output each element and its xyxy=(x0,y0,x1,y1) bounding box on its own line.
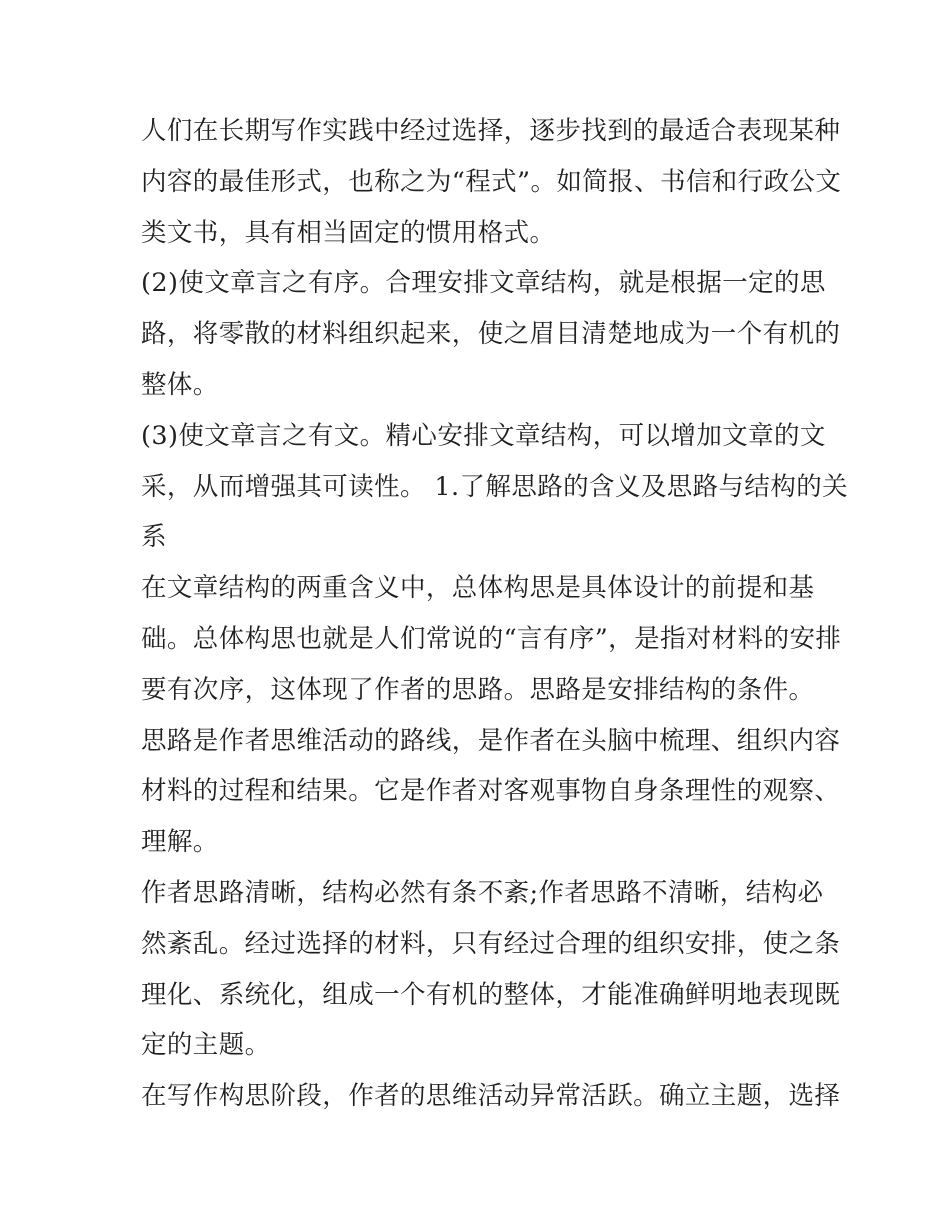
text-line: 采，从而增强其可读性。 1.了解思路的含义及思路与结构的关 xyxy=(141,471,849,502)
text-line: (2)使文章言之有序。合理安排文章结构，就是根据一定的思 xyxy=(141,268,826,299)
text-line: 础。总体构思也就是人们常说的“言有序”，是指对材料的安排 xyxy=(141,623,842,654)
text-line: 要有次序，这体现了作者的思路。思路是安排结构的条件。 xyxy=(141,674,815,705)
text-line: 整体。 xyxy=(141,369,219,400)
text-line: 然紊乱。经过选择的材料，只有经过合理的组织安排，使之条 xyxy=(141,928,841,959)
text-line: 在文章结构的两重含义中，总体构思是具体设计的前提和基 xyxy=(141,573,815,604)
text-line: 作者思路清晰，结构必然有条不紊;作者思路不清晰，结构必 xyxy=(141,877,824,908)
text-line: 系 xyxy=(141,522,167,553)
text-line: 在写作构思阶段，作者的思维活动异常活跃。确立主题，选择 xyxy=(141,1081,841,1112)
text-line: (3)使文章言之有文。精心安排文章结构，可以增加文章的文 xyxy=(141,420,826,451)
text-line: 理解。 xyxy=(141,827,219,858)
body-text xyxy=(141,106,849,1122)
text-line: 类文书，具有相当固定的惯用格式。 xyxy=(141,217,556,248)
text-line: 内容的最佳形式，也称之为“程式”。如简报、书信和行政公文 xyxy=(141,166,842,197)
text-line: 材料的过程和结果。它是作者对客观事物自身条理性的观察、 xyxy=(141,776,841,807)
text-line: 定的主题。 xyxy=(141,1030,271,1061)
text-line: 思路是作者思维活动的路线，是作者在头脑中梳理、组织内容 xyxy=(141,725,841,756)
text-line: 路，将零散的材料组织起来，使之眉目清楚地成为一个有机的 xyxy=(141,319,841,350)
text-line: 理化、系统化，组成一个有机的整体，才能准确鲜明地表现既 xyxy=(141,979,841,1010)
text-line: 人们在长期写作实践中经过选择，逐步找到的最适合表现某种 xyxy=(141,116,841,146)
